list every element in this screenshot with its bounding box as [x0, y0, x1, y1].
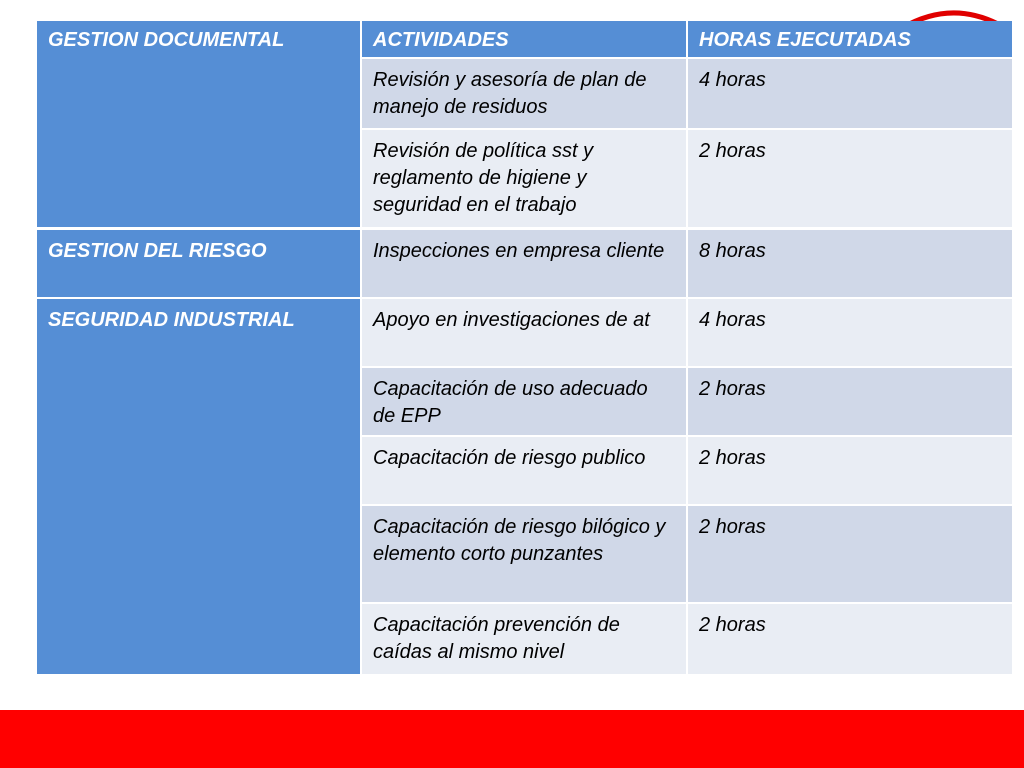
table-row-activity: Apoyo en investigaciones de at — [362, 299, 686, 366]
table-row-hours: 2 horas — [688, 506, 1012, 602]
table-row-activity: Inspecciones en empresa cliente — [362, 230, 686, 297]
header-actividades: ACTIVIDADES — [362, 21, 686, 57]
table-row-hours: 8 horas — [688, 230, 1012, 297]
table-row-activity: Revisión y asesoría de plan de manejo de residuos — [362, 59, 686, 128]
table-row-activity: Capacitación prevención de caídas al mismo nivel — [362, 604, 686, 674]
table-row-hours: 4 horas — [688, 299, 1012, 366]
table-row-hours: 2 horas — [688, 368, 1012, 435]
header-horas-ejecutadas: HORAS EJECUTADAS — [688, 21, 1012, 57]
table-row-activity: Revisión de política sst y reglamento de higiene y seguridad en el trabajo — [362, 130, 686, 227]
category-seguridad-industrial: SEGURIDAD INDUSTRIAL — [37, 299, 360, 674]
table-row-hours: 2 horas — [688, 437, 1012, 504]
table-row-activity: Capacitación de uso adecuado de EPP — [362, 368, 686, 435]
header-gestion-documental: GESTION DOCUMENTAL — [37, 21, 360, 227]
category-gestion-del-riesgo: GESTION DEL RIESGO — [37, 230, 360, 297]
table-row-activity: Capacitación de riesgo publico — [362, 437, 686, 504]
activities-table — [37, 21, 1012, 674]
table-row-hours: 2 horas — [688, 130, 1012, 227]
table-row-hours: 4 horas — [688, 59, 1012, 128]
table-row-activity: Capacitación de riesgo bilógico y elemento corto punzantes — [362, 506, 686, 602]
footer-bar — [0, 710, 1024, 768]
table-row-hours: 2 horas — [688, 604, 1012, 674]
